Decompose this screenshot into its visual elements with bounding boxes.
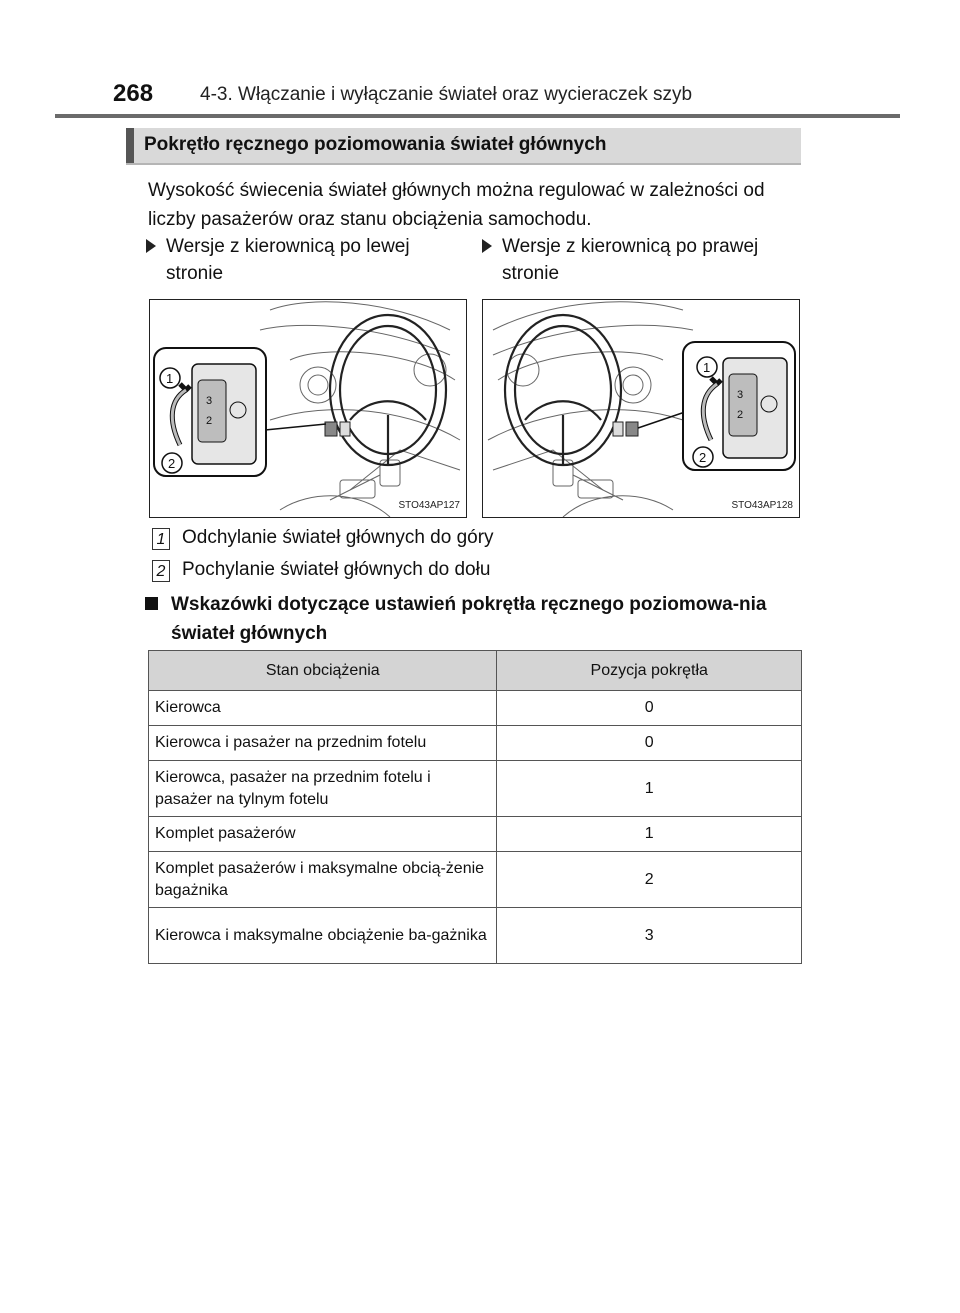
callout-text: Odchylanie świateł głównych do góry: [182, 527, 494, 548]
dashboard-illustration: [483, 300, 799, 517]
square-bullet-icon: [145, 597, 158, 610]
dial-mark-3: 3: [206, 395, 213, 407]
header-rule: [55, 114, 900, 118]
load-cell: Kierowca i pasażer na przednim fotelu: [149, 726, 497, 761]
hint-title: Wskazówki dotyczące ustawień pokrętła ręcznego poziomowa-nia świateł głównych: [171, 594, 767, 644]
column-header-position: Pozycja pokrętła: [497, 651, 802, 691]
figure-callout-1: 1: [166, 371, 174, 386]
position-cell: 1: [497, 817, 802, 852]
table-row: [149, 691, 802, 726]
load-cell: Kierowca i maksymalne obciążenie ba-gażnika: [149, 908, 497, 964]
variant-left-label: Wersje z kierownicą po lewej stronie: [166, 236, 410, 284]
table-row: [149, 817, 802, 852]
load-cell: Komplet pasażerów i maksymalne obcią-żenie bagażnika: [149, 852, 497, 908]
callout-text: Pochylanie świateł głównych do dołu: [182, 559, 491, 580]
dashboard-illustration: [150, 300, 466, 517]
position-cell: 3: [497, 908, 802, 964]
page-number: 268: [113, 80, 154, 107]
table-header-row: [149, 651, 802, 691]
section-accent: [126, 128, 134, 163]
load-cell: Komplet pasażerów: [149, 817, 497, 852]
table-row: [149, 908, 802, 964]
dial-mark-3: 3: [737, 389, 744, 401]
load-cell: Kierowca, pasażer na przednim fotelu i pasażer na tylnym fotelu: [149, 761, 497, 817]
section-heading: [126, 128, 801, 165]
variant-right-hand: [482, 233, 802, 289]
position-cell: 0: [497, 691, 802, 726]
section-title: Pokrętło ręcznego poziomowania świateł głównych: [144, 134, 607, 155]
column-header-load: Stan obciążenia: [149, 651, 497, 691]
callout-number: 1: [152, 528, 170, 550]
figure-left-dashboard: [149, 299, 467, 518]
figure-right-dashboard: [482, 299, 800, 518]
position-cell: 0: [497, 726, 802, 761]
variant-left-hand: [146, 233, 466, 289]
figure-callout-1: 1: [703, 360, 711, 375]
triangle-bullet-icon: [482, 239, 492, 253]
figure-callout-2: 2: [699, 450, 707, 465]
figure-code-left: STO43AP127: [398, 500, 460, 511]
figure-code-right: STO43AP128: [731, 500, 793, 511]
load-position-table: [148, 650, 802, 964]
position-cell: 2: [497, 852, 802, 908]
table-row: [149, 726, 802, 761]
variant-right-label: Wersje z kierownicą po prawej stronie: [502, 236, 759, 284]
load-cell: Kierowca: [149, 691, 497, 726]
dial-mark-2: 2: [737, 409, 744, 421]
table-row: [149, 761, 802, 817]
intro-paragraph: Wysokość świecenia świateł głównych można regulować w zależności od liczby pasażerów oraz stanu obciążenia samochodu.: [148, 180, 765, 230]
dial-mark-2: 2: [206, 415, 213, 427]
chapter-title: 4-3. Włączanie i wyłączanie świateł oraz wycieraczek szyb: [200, 84, 693, 105]
figure-callout-2: 2: [168, 456, 176, 471]
table-row: [149, 852, 802, 908]
callout-number: 2: [152, 560, 170, 582]
triangle-bullet-icon: [146, 239, 156, 253]
position-cell: 1: [497, 761, 802, 817]
